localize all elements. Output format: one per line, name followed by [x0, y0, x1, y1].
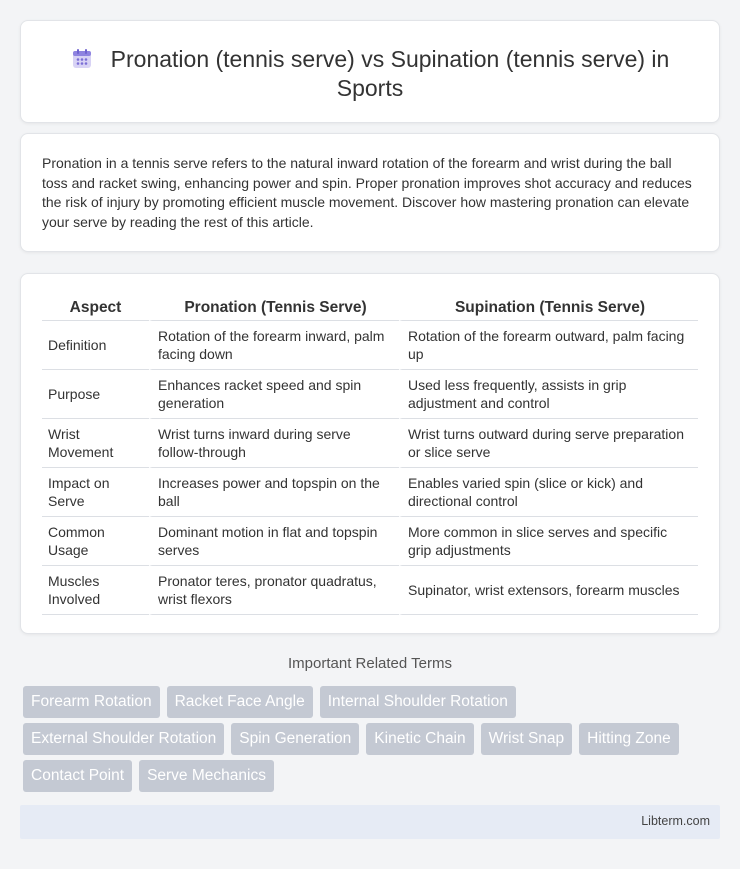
related-term-tag[interactable]: Kinetic Chain	[366, 723, 473, 755]
related-term-tag[interactable]: Serve Mechanics	[139, 760, 274, 792]
table-row	[42, 468, 698, 517]
table-cell: Rotation of the forearm outward, palm facing up	[399, 321, 698, 370]
related-term-tag[interactable]: Contact Point	[23, 760, 132, 792]
column-header-aspect: Aspect	[42, 294, 149, 321]
table-cell: Common Usage	[42, 517, 149, 566]
column-header-supination: Supination (Tennis Serve)	[399, 294, 698, 321]
intro-card	[20, 133, 720, 252]
footer	[20, 805, 720, 839]
table-row	[42, 321, 698, 370]
table-row	[42, 419, 698, 468]
table-cell: Supinator, wrist extensors, forearm muscles	[399, 566, 698, 615]
related-term-tag[interactable]: Wrist Snap	[481, 723, 573, 755]
table-cell: Increases power and topspin on the ball	[149, 468, 399, 517]
comparison-table-card	[20, 273, 720, 634]
page-title: Pronation (tennis serve) vs Supination (tennis serve) in Sports	[110, 46, 670, 101]
table-header-row	[42, 294, 698, 321]
related-term-tag[interactable]: Racket Face Angle	[167, 686, 313, 718]
table-cell: Used less frequently, assists in grip adjustment and control	[399, 370, 698, 419]
table-cell: Wrist turns outward during serve preparation or slice serve	[399, 419, 698, 468]
table-cell: Impact on Serve	[42, 468, 149, 517]
related-terms-list	[23, 686, 703, 792]
table-cell: Wrist turns inward during serve follow-through	[149, 419, 399, 468]
related-term-tag[interactable]: Spin Generation	[231, 723, 359, 755]
table-cell: Dominant motion in flat and topspin serves	[149, 517, 399, 566]
page-title-wrap	[21, 45, 719, 103]
comparison-table	[42, 294, 698, 615]
table-cell: Enables varied spin (slice or kick) and directional control	[399, 468, 698, 517]
related-term-tag[interactable]: External Shoulder Rotation	[23, 723, 224, 755]
table-cell: Enhances racket speed and spin generation	[149, 370, 399, 419]
related-term-tag[interactable]: Internal Shoulder Rotation	[320, 686, 516, 718]
calendar-icon	[71, 48, 93, 70]
table-cell: Purpose	[42, 370, 149, 419]
footer-brand-link[interactable]: Libterm.com	[641, 814, 710, 828]
table-cell: Muscles Involved	[42, 566, 149, 615]
table-row	[42, 566, 698, 615]
table-cell: More common in slice serves and specific grip adjustments	[399, 517, 698, 566]
title-card	[20, 20, 720, 123]
related-term-tag[interactable]: Hitting Zone	[579, 723, 679, 755]
table-cell: Wrist Movement	[42, 419, 149, 468]
table-row	[42, 517, 698, 566]
table-row	[42, 370, 698, 419]
table-cell: Rotation of the forearm inward, palm facing down	[149, 321, 399, 370]
column-header-pronation: Pronation (Tennis Serve)	[149, 294, 399, 321]
intro-paragraph: Pronation in a tennis serve refers to the natural inward rotation of the forearm and wrist during the ball toss and racket swing, enhancing power and spin. Proper pronation improves shot accuracy and reduces the risk of injury by promoting efficient muscle movement. Discover how mastering pronation can elevate your serve by reading the rest of this article.	[42, 155, 692, 231]
table-cell: Definition	[42, 321, 149, 370]
related-terms-heading: Important Related Terms	[288, 655, 452, 672]
table-cell: Pronator teres, pronator quadratus, wrist flexors	[149, 566, 399, 615]
related-term-tag[interactable]: Forearm Rotation	[23, 686, 160, 718]
